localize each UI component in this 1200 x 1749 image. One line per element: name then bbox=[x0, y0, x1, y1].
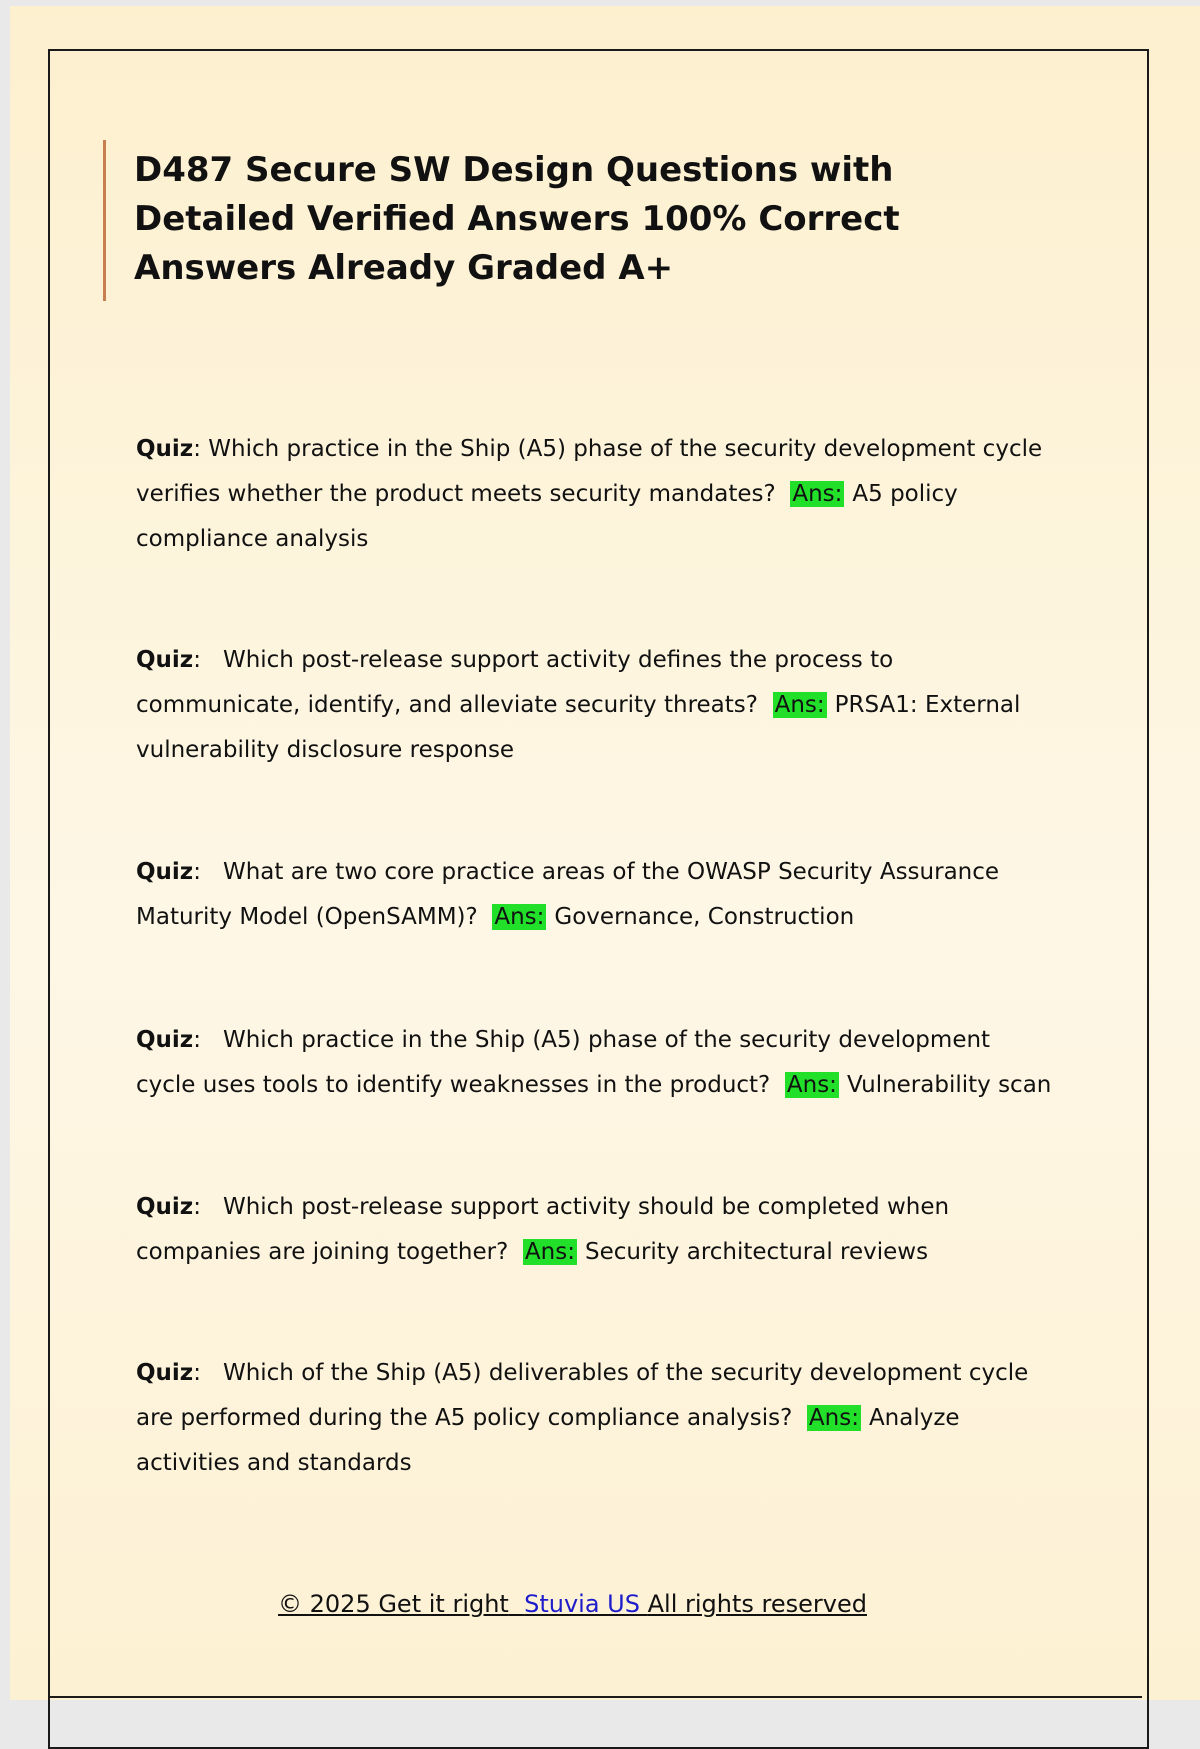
answer-label: Ans: bbox=[786, 1072, 837, 1098]
stuvia-link[interactable]: Stuvia US bbox=[524, 1590, 640, 1618]
question-text: What are two core practice areas of the OWASP Security Assurance Maturity Model (OpenSAMM)? bbox=[136, 859, 1000, 930]
answer-text: A5 policy compliance analysis bbox=[136, 481, 958, 552]
quiz-item: Quiz: Which practice in the Ship (A5) phase of the security development cycle uses tools to identify weaknesses in the product? Ans: Vulnerability scan bbox=[136, 1027, 1052, 1098]
quiz-label: Quiz bbox=[136, 1194, 194, 1220]
question-text: Which post-release support activity should be completed when companies are joining together? bbox=[136, 1194, 950, 1265]
answer-text: Vulnerability scan bbox=[846, 1072, 1052, 1098]
answer-label: Ans: bbox=[774, 692, 825, 718]
quiz-label: Quiz bbox=[136, 647, 194, 673]
title-block bbox=[103, 140, 1034, 301]
answer-label: Ans: bbox=[494, 904, 545, 930]
footer-suffix: All rights reserved bbox=[647, 1590, 867, 1618]
question-text: Which practice in the Ship (A5) phase of the security development cycle verifies whether the product meets security mandates? bbox=[136, 436, 1043, 507]
quiz-item: Quiz: Which post-release support activity should be completed when companies are joining together? Ans: Security architectural reviews bbox=[136, 1194, 950, 1265]
quiz-label: Quiz bbox=[136, 1360, 194, 1386]
question-text: Which practice in the Ship (A5) phase of the security development cycle uses tools to identify weaknesses in the product? bbox=[136, 1027, 991, 1098]
bottom-divider bbox=[48, 1696, 1142, 1698]
answer-label: Ans: bbox=[792, 481, 843, 507]
answer-text: Security architectural reviews bbox=[584, 1239, 929, 1265]
question-text: Which post-release support activity defines the process to communicate, identify, and alleviate security threats? bbox=[136, 647, 894, 718]
footer-prefix: © 2025 Get it right bbox=[278, 1590, 509, 1618]
answer-text: Governance, Construction bbox=[554, 904, 855, 930]
copyright-footer bbox=[278, 1590, 867, 1618]
quiz-item: Quiz: Which practice in the Ship (A5) phase of the security development cycle verifies whether the product meets security mandates? Ans: A5 policy compliance analysis bbox=[136, 436, 1043, 552]
quiz-item: Quiz: Which post-release support activity defines the process to communicate, identify, and alleviate security threats? Ans: PRSA1: External vulnerability disclosure response bbox=[136, 647, 1021, 763]
quiz-item: Quiz: What are two core practice areas of the OWASP Security Assurance Maturity Model (OpenSAMM)? Ans: Governance, Construction bbox=[136, 859, 1000, 930]
quiz-label: Quiz bbox=[136, 436, 194, 462]
answer-text: Analyze activities and standards bbox=[136, 1405, 960, 1476]
quiz-label: Quiz bbox=[136, 1027, 194, 1053]
answer-text: PRSA1: External vulnerability disclosure response bbox=[136, 692, 1021, 763]
answer-label: Ans: bbox=[524, 1239, 575, 1265]
document-title: D487 Secure SW Design Questions with Detailed Verified Answers 100% Correct Answers Already Graded A+ bbox=[134, 150, 900, 288]
quiz-item: Quiz: Which of the Ship (A5) deliverables of the security development cycle are performed during the A5 policy compliance analysis? Ans: Analyze activities and standards bbox=[136, 1360, 1029, 1476]
quiz-label: Quiz bbox=[136, 859, 194, 885]
answer-label: Ans: bbox=[808, 1405, 859, 1431]
question-text: Which of the Ship (A5) deliverables of the security development cycle are performed during the A5 policy compliance analysis? bbox=[136, 1360, 1029, 1431]
